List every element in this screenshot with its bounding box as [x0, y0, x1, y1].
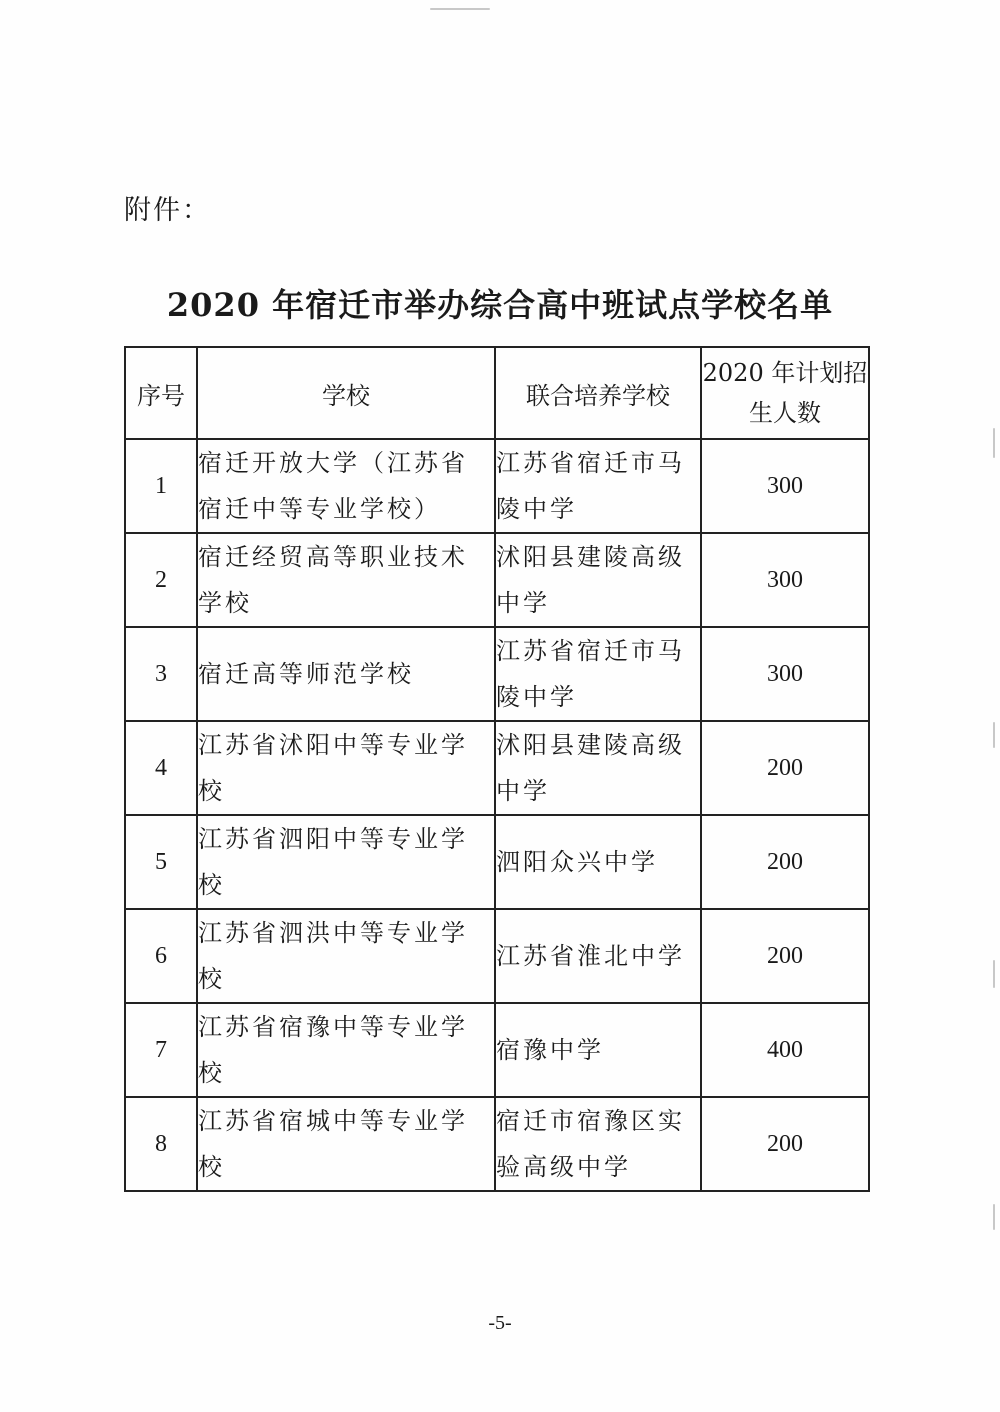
row-partner: 江苏省宿迁市马陵中学 [495, 439, 701, 533]
row-num: 2 [125, 533, 197, 627]
row-school: 宿迁经贸高等职业技术学校 [197, 533, 495, 627]
school-list-table [124, 346, 870, 1192]
header-plan: 2020 年计划招生人数 [701, 347, 869, 439]
row-partner: 宿豫中学 [495, 1003, 701, 1097]
row-partner: 沭阳县建陵高级中学 [495, 533, 701, 627]
header-num: 序号 [125, 347, 197, 439]
table-row [125, 909, 869, 1003]
row-plan: 200 [701, 909, 869, 1003]
row-plan: 200 [701, 1097, 869, 1191]
page-number: -5- [488, 1312, 512, 1334]
table-row [125, 439, 869, 533]
attachment-label: 附件： [124, 195, 211, 226]
table-row [125, 721, 869, 815]
scan-speck [993, 428, 995, 458]
row-plan: 300 [701, 627, 869, 721]
scan-speck [430, 8, 490, 10]
row-partner: 江苏省淮北中学 [495, 909, 701, 1003]
row-school: 江苏省宿城中等专业学校 [197, 1097, 495, 1191]
row-partner: 宿迁市宿豫区实验高级中学 [495, 1097, 701, 1191]
row-school: 江苏省沭阳中等专业学校 [197, 721, 495, 815]
header-school: 学校 [197, 347, 495, 439]
row-num: 4 [125, 721, 197, 815]
row-partner: 沭阳县建陵高级中学 [495, 721, 701, 815]
row-school: 江苏省泗洪中等专业学校 [197, 909, 495, 1003]
table-header-row [125, 347, 869, 439]
row-num: 3 [125, 627, 197, 721]
table-row [125, 1003, 869, 1097]
row-plan: 300 [701, 533, 869, 627]
table-row [125, 815, 869, 909]
scan-speck [993, 960, 995, 988]
row-plan: 200 [701, 721, 869, 815]
row-plan: 200 [701, 815, 869, 909]
row-school: 江苏省泗阳中等专业学校 [197, 815, 495, 909]
document-title: 2020 年宿迁市举办综合高中班试点学校名单 [166, 286, 834, 324]
row-num: 8 [125, 1097, 197, 1191]
table-row [125, 627, 869, 721]
row-partner: 江苏省宿迁市马陵中学 [495, 627, 701, 721]
row-plan: 400 [701, 1003, 869, 1097]
row-school: 江苏省宿豫中等专业学校 [197, 1003, 495, 1097]
row-num: 5 [125, 815, 197, 909]
row-plan: 300 [701, 439, 869, 533]
table-row [125, 533, 869, 627]
scan-speck [993, 1204, 995, 1230]
row-num: 6 [125, 909, 197, 1003]
row-school: 宿迁高等师范学校 [197, 627, 495, 721]
row-num: 1 [125, 439, 197, 533]
table-row [125, 1097, 869, 1191]
row-school: 宿迁开放大学（江苏省宿迁中等专业学校） [197, 439, 495, 533]
scan-speck [993, 722, 995, 748]
header-partner: 联合培养学校 [495, 347, 701, 439]
row-partner: 泗阳众兴中学 [495, 815, 701, 909]
row-num: 7 [125, 1003, 197, 1097]
